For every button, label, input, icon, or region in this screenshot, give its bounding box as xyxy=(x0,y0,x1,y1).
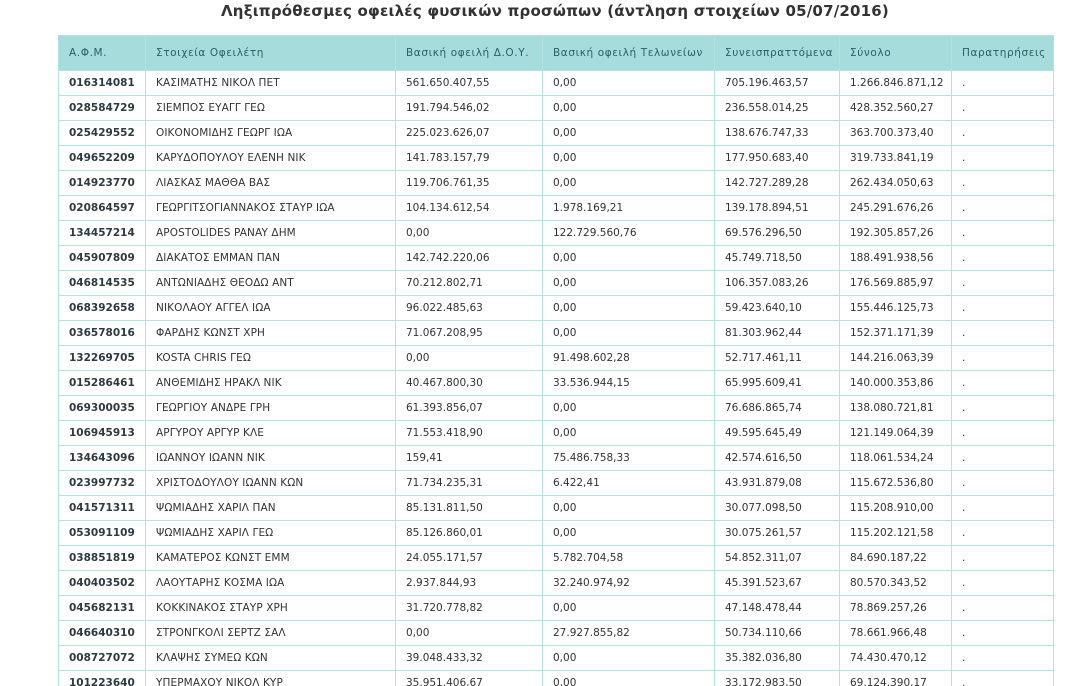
afm-cell: 008727072 xyxy=(59,646,146,671)
customs-debt-cell: 0,00 xyxy=(543,521,715,546)
afm-cell: 045907809 xyxy=(59,246,146,271)
total-cell: 262.434.050,63 xyxy=(840,171,952,196)
debtor-name-cell: ΨΩΜΙΑΔΗΣ ΧΑΡΙΛ ΠΑΝ xyxy=(146,496,396,521)
notes-cell: . xyxy=(952,671,1054,686)
table-row xyxy=(59,321,1054,346)
afm-cell: 016314081 xyxy=(59,71,146,96)
afm-cell: 014923770 xyxy=(59,171,146,196)
table-row xyxy=(59,571,1054,596)
total-cell: 428.352.560,27 xyxy=(840,96,952,121)
notes-cell: . xyxy=(952,446,1054,471)
tax-office-debt-cell: 71.067.208,95 xyxy=(396,321,543,346)
debtor-name-cell: ΑΡΓΥΡΟΥ ΑΡΓΥΡ ΚΛΕ xyxy=(146,421,396,446)
tax-office-debt-cell: 31.720.778,82 xyxy=(396,596,543,621)
customs-debt-cell: 0,00 xyxy=(543,146,715,171)
column-header-debtor: Στοιχεία Οφειλέτη xyxy=(146,36,396,71)
total-cell: 176.569.885,97 xyxy=(840,271,952,296)
table-row xyxy=(59,346,1054,371)
total-cell: 115.202.121,58 xyxy=(840,521,952,546)
table-row xyxy=(59,71,1054,96)
customs-debt-cell: 0,00 xyxy=(543,321,715,346)
notes-cell: . xyxy=(952,296,1054,321)
afm-cell: 045682131 xyxy=(59,596,146,621)
debtor-name-cell: ΣΤΡΟΝΓΚΟΛΙ ΣΕΡΤΖ ΣΑΛ xyxy=(146,621,396,646)
afm-cell: 046814535 xyxy=(59,271,146,296)
afm-cell: 015286461 xyxy=(59,371,146,396)
co-collected-cell: 47.148.478,44 xyxy=(715,596,840,621)
column-header-co-collected: Συνεισπραττόμενα xyxy=(715,36,840,71)
notes-cell: . xyxy=(952,271,1054,296)
debtor-name-cell: ΥΠΕΡΜΑΧΟΥ ΝΙΚΟΛ ΚΥΡ xyxy=(146,671,396,686)
co-collected-cell: 69.576.296,50 xyxy=(715,221,840,246)
debtor-name-cell: ΛΙΑΣΚΑΣ ΜΑΘΘΑ ΒΑΣ xyxy=(146,171,396,196)
table-row xyxy=(59,471,1054,496)
debtor-name-cell: ΑΝΘΕΜΙΔΗΣ ΗΡΑΚΛ ΝΙΚ xyxy=(146,371,396,396)
co-collected-cell: 139.178.894,51 xyxy=(715,196,840,221)
total-cell: 138.080.721,81 xyxy=(840,396,952,421)
afm-cell: 041571311 xyxy=(59,496,146,521)
tax-office-debt-cell: 119.706.761,35 xyxy=(396,171,543,196)
debtor-name-cell: ΧΡΙΣΤΟΔΟΥΛΟΥ ΙΩΑΝΝ ΚΩΝ xyxy=(146,471,396,496)
co-collected-cell: 49.595.645,49 xyxy=(715,421,840,446)
tax-office-debt-cell: 96.022.485,63 xyxy=(396,296,543,321)
total-cell: 188.491.938,56 xyxy=(840,246,952,271)
tax-office-debt-cell: 142.742.220,06 xyxy=(396,246,543,271)
afm-cell: 028584729 xyxy=(59,96,146,121)
debtor-name-cell: ΑΝΤΩΝΙΑΔΗΣ ΘΕΟΔΩ ΑΝΤ xyxy=(146,271,396,296)
total-cell: 115.208.910,00 xyxy=(840,496,952,521)
debtor-name-cell: KOSTA CHRIS ΓΕΩ xyxy=(146,346,396,371)
notes-cell: . xyxy=(952,471,1054,496)
table-body xyxy=(59,71,1054,686)
notes-cell: . xyxy=(952,146,1054,171)
co-collected-cell: 138.676.747,33 xyxy=(715,121,840,146)
total-cell: 319.733.841,19 xyxy=(840,146,952,171)
customs-debt-cell: 75.486.758,33 xyxy=(543,446,715,471)
debtor-name-cell: ΛΑΟΥΤΑΡΗΣ ΚΟΣΜΑ ΙΩΑ xyxy=(146,571,396,596)
tax-office-debt-cell: 159,41 xyxy=(396,446,543,471)
debtor-name-cell: ΟΙΚΟΝΟΜΙΔΗΣ ΓΕΩΡΓ ΙΩΑ xyxy=(146,121,396,146)
tax-office-debt-cell: 71.553.418,90 xyxy=(396,421,543,446)
co-collected-cell: 45.749.718,50 xyxy=(715,246,840,271)
tax-office-debt-cell: 61.393.856,07 xyxy=(396,396,543,421)
notes-cell: . xyxy=(952,346,1054,371)
total-cell: 155.446.125,73 xyxy=(840,296,952,321)
total-cell: 115.672.536,80 xyxy=(840,471,952,496)
debtor-name-cell: ΦΑΡΔΗΣ ΚΩΝΣΤ ΧΡΗ xyxy=(146,321,396,346)
afm-cell: 036578016 xyxy=(59,321,146,346)
tax-office-debt-cell: 70.212.802,71 xyxy=(396,271,543,296)
customs-debt-cell: 0,00 xyxy=(543,71,715,96)
page-title: Ληξιπρόθεσμες οφειλές φυσικών προσώπων (άντληση στοιχείων 05/07/2016) xyxy=(221,2,889,20)
notes-cell: . xyxy=(952,71,1054,96)
table-row xyxy=(59,596,1054,621)
customs-debt-cell: 32.240.974,92 xyxy=(543,571,715,596)
tax-office-debt-cell: 40.467.800,30 xyxy=(396,371,543,396)
afm-cell: 134643096 xyxy=(59,446,146,471)
customs-debt-cell: 122.729.560,76 xyxy=(543,221,715,246)
debtor-name-cell: ΚΟΚΚΙΝΑΚΟΣ ΣΤΑΥΡ ΧΡΗ xyxy=(146,596,396,621)
afm-cell: 040403502 xyxy=(59,571,146,596)
table-row xyxy=(59,646,1054,671)
debtors-table xyxy=(58,35,1054,686)
notes-cell: . xyxy=(952,246,1054,271)
notes-cell: . xyxy=(952,521,1054,546)
customs-debt-cell: 6.422,41 xyxy=(543,471,715,496)
debtor-name-cell: ΓΕΩΡΓΙΤΣΟΓΙΑΝΝΑΚΟΣ ΣΤΑΥΡ ΙΩΑ xyxy=(146,196,396,221)
tax-office-debt-cell: 104.134.612,54 xyxy=(396,196,543,221)
table-row xyxy=(59,146,1054,171)
table-row xyxy=(59,96,1054,121)
notes-cell: . xyxy=(952,621,1054,646)
debtor-name-cell: ΚΛΑΨΗΣ ΣΥΜΕΩ ΚΩΝ xyxy=(146,646,396,671)
customs-debt-cell: 27.927.855,82 xyxy=(543,621,715,646)
total-cell: 1.266.846.871,12 xyxy=(840,71,952,96)
afm-cell: 025429552 xyxy=(59,121,146,146)
debtor-name-cell: ΚΑΜΑΤΕΡΟΣ ΚΩΝΣΤ ΕΜΜ xyxy=(146,546,396,571)
co-collected-cell: 177.950.683,40 xyxy=(715,146,840,171)
co-collected-cell: 142.727.289,28 xyxy=(715,171,840,196)
afm-cell: 101223640 xyxy=(59,671,146,686)
co-collected-cell: 33.172.983,50 xyxy=(715,671,840,686)
tax-office-debt-cell: 35.951.406,67 xyxy=(396,671,543,686)
notes-cell: . xyxy=(952,196,1054,221)
notes-cell: . xyxy=(952,496,1054,521)
co-collected-cell: 705.196.463,57 xyxy=(715,71,840,96)
table-row xyxy=(59,621,1054,646)
tax-office-debt-cell: 24.055.171,57 xyxy=(396,546,543,571)
customs-debt-cell: 33.536.944,15 xyxy=(543,371,715,396)
notes-cell: . xyxy=(952,321,1054,346)
customs-debt-cell: 0,00 xyxy=(543,671,715,686)
total-cell: 245.291.676,26 xyxy=(840,196,952,221)
table-row xyxy=(59,371,1054,396)
debtor-name-cell: ΝΙΚΟΛΑΟΥ ΑΓΓΕΛ ΙΩΑ xyxy=(146,296,396,321)
customs-debt-cell: 0,00 xyxy=(543,296,715,321)
co-collected-cell: 35.382.036,80 xyxy=(715,646,840,671)
total-cell: 118.061.534,24 xyxy=(840,446,952,471)
debtor-name-cell: ΔΙΑΚΑΤΟΣ ΕΜΜΑΝ ΠΑΝ xyxy=(146,246,396,271)
column-header-customs-debt: Βασική οφειλή Τελωνείων xyxy=(543,36,715,71)
customs-debt-cell: 5.782.704,58 xyxy=(543,546,715,571)
notes-cell: . xyxy=(952,421,1054,446)
total-cell: 144.216.063,39 xyxy=(840,346,952,371)
table-row xyxy=(59,521,1054,546)
notes-cell: . xyxy=(952,571,1054,596)
customs-debt-cell: 0,00 xyxy=(543,421,715,446)
co-collected-cell: 50.734.110,66 xyxy=(715,621,840,646)
co-collected-cell: 45.391.523,67 xyxy=(715,571,840,596)
notes-cell: . xyxy=(952,121,1054,146)
table-row xyxy=(59,271,1054,296)
table-row xyxy=(59,121,1054,146)
customs-debt-cell: 0,00 xyxy=(543,271,715,296)
table-row xyxy=(59,446,1054,471)
header-row xyxy=(59,36,1054,71)
column-header-notes: Παρατηρήσεις xyxy=(952,36,1054,71)
table-row xyxy=(59,246,1054,271)
notes-cell: . xyxy=(952,171,1054,196)
debtor-name-cell: ΚΑΡΥΔΟΠΟΥΛΟΥ ΕΛΕΝΗ ΝΙΚ xyxy=(146,146,396,171)
co-collected-cell: 236.558.014,25 xyxy=(715,96,840,121)
tax-office-debt-cell: 191.794.546,02 xyxy=(396,96,543,121)
total-cell: 192.305.857,26 xyxy=(840,221,952,246)
total-cell: 84.690.187,22 xyxy=(840,546,952,571)
column-header-afm: Α.Φ.Μ. xyxy=(59,36,146,71)
co-collected-cell: 106.357.083,26 xyxy=(715,271,840,296)
co-collected-cell: 81.303.962,44 xyxy=(715,321,840,346)
afm-cell: 046640310 xyxy=(59,621,146,646)
table-header xyxy=(59,36,1054,71)
tax-office-debt-cell: 225.023.626,07 xyxy=(396,121,543,146)
tax-office-debt-cell: 0,00 xyxy=(396,346,543,371)
co-collected-cell: 65.995.609,41 xyxy=(715,371,840,396)
notes-cell: . xyxy=(952,646,1054,671)
afm-cell: 132269705 xyxy=(59,346,146,371)
total-cell: 363.700.373,40 xyxy=(840,121,952,146)
debtor-name-cell: ΨΩΜΙΑΔΗΣ ΧΑΡΙΛ ΓΕΩ xyxy=(146,521,396,546)
customs-debt-cell: 1.978.169,21 xyxy=(543,196,715,221)
total-cell: 74.430.470,12 xyxy=(840,646,952,671)
total-cell: 152.371.171,39 xyxy=(840,321,952,346)
debtor-name-cell: ΚΑΣΙΜΑΤΗΣ ΝΙΚΟΛ ΠΕΤ xyxy=(146,71,396,96)
co-collected-cell: 54.852.311,07 xyxy=(715,546,840,571)
notes-cell: . xyxy=(952,546,1054,571)
tax-office-debt-cell: 85.126.860,01 xyxy=(396,521,543,546)
table-row xyxy=(59,671,1054,686)
debtor-name-cell: ΣΙΕΜΠΟΣ ΕΥΑΓΓ ΓΕΩ xyxy=(146,96,396,121)
table-row xyxy=(59,396,1054,421)
co-collected-cell: 59.423.640,10 xyxy=(715,296,840,321)
co-collected-cell: 30.075.261,57 xyxy=(715,521,840,546)
tax-office-debt-cell: 71.734.235,31 xyxy=(396,471,543,496)
co-collected-cell: 52.717.461,11 xyxy=(715,346,840,371)
tax-office-debt-cell: 141.783.157,79 xyxy=(396,146,543,171)
table-row xyxy=(59,546,1054,571)
debtor-name-cell: ΙΩΑΝΝΟΥ ΙΩΑΝΝ ΝΙΚ xyxy=(146,446,396,471)
debtor-name-cell: APOSTOLIDES PANAY ΔΗΜ xyxy=(146,221,396,246)
customs-debt-cell: 0,00 xyxy=(543,121,715,146)
customs-debt-cell: 0,00 xyxy=(543,396,715,421)
afm-cell: 049652209 xyxy=(59,146,146,171)
co-collected-cell: 43.931.879,08 xyxy=(715,471,840,496)
customs-debt-cell: 91.498.602,28 xyxy=(543,346,715,371)
co-collected-cell: 30.077.098,50 xyxy=(715,496,840,521)
customs-debt-cell: 0,00 xyxy=(543,246,715,271)
total-cell: 121.149.064,39 xyxy=(840,421,952,446)
co-collected-cell: 42.574.616,50 xyxy=(715,446,840,471)
notes-cell: . xyxy=(952,221,1054,246)
total-cell: 78.661.966,48 xyxy=(840,621,952,646)
afm-cell: 023997732 xyxy=(59,471,146,496)
table-row xyxy=(59,496,1054,521)
tax-office-debt-cell: 85.131.811,50 xyxy=(396,496,543,521)
table-row xyxy=(59,221,1054,246)
notes-cell: . xyxy=(952,96,1054,121)
table-row xyxy=(59,171,1054,196)
column-header-total: Σύνολο xyxy=(840,36,952,71)
notes-cell: . xyxy=(952,596,1054,621)
afm-cell: 068392658 xyxy=(59,296,146,321)
afm-cell: 134457214 xyxy=(59,221,146,246)
customs-debt-cell: 0,00 xyxy=(543,96,715,121)
debtor-name-cell: ΓΕΩΡΓΙΟΥ ΑΝΔΡΕ ΓΡΗ xyxy=(146,396,396,421)
total-cell: 80.570.343,52 xyxy=(840,571,952,596)
customs-debt-cell: 0,00 xyxy=(543,596,715,621)
tax-office-debt-cell: 2.937.844,93 xyxy=(396,571,543,596)
tax-office-debt-cell: 561.650.407,55 xyxy=(396,71,543,96)
table-row xyxy=(59,296,1054,321)
tax-office-debt-cell: 0,00 xyxy=(396,221,543,246)
notes-cell: . xyxy=(952,396,1054,421)
table-row xyxy=(59,196,1054,221)
total-cell: 140.000.353,86 xyxy=(840,371,952,396)
total-cell: 78.869.257,26 xyxy=(840,596,952,621)
afm-cell: 053091109 xyxy=(59,521,146,546)
afm-cell: 038851819 xyxy=(59,546,146,571)
total-cell: 69.124.390,17 xyxy=(840,671,952,686)
column-header-tax-office-debt: Βασική οφειλή Δ.Ο.Υ. xyxy=(396,36,543,71)
afm-cell: 106945913 xyxy=(59,421,146,446)
tax-office-debt-cell: 0,00 xyxy=(396,621,543,646)
afm-cell: 069300035 xyxy=(59,396,146,421)
tax-office-debt-cell: 39.048.433,32 xyxy=(396,646,543,671)
customs-debt-cell: 0,00 xyxy=(543,496,715,521)
notes-cell: . xyxy=(952,371,1054,396)
customs-debt-cell: 0,00 xyxy=(543,171,715,196)
table-row xyxy=(59,421,1054,446)
afm-cell: 020864597 xyxy=(59,196,146,221)
customs-debt-cell: 0,00 xyxy=(543,646,715,671)
co-collected-cell: 76.686.865,74 xyxy=(715,396,840,421)
